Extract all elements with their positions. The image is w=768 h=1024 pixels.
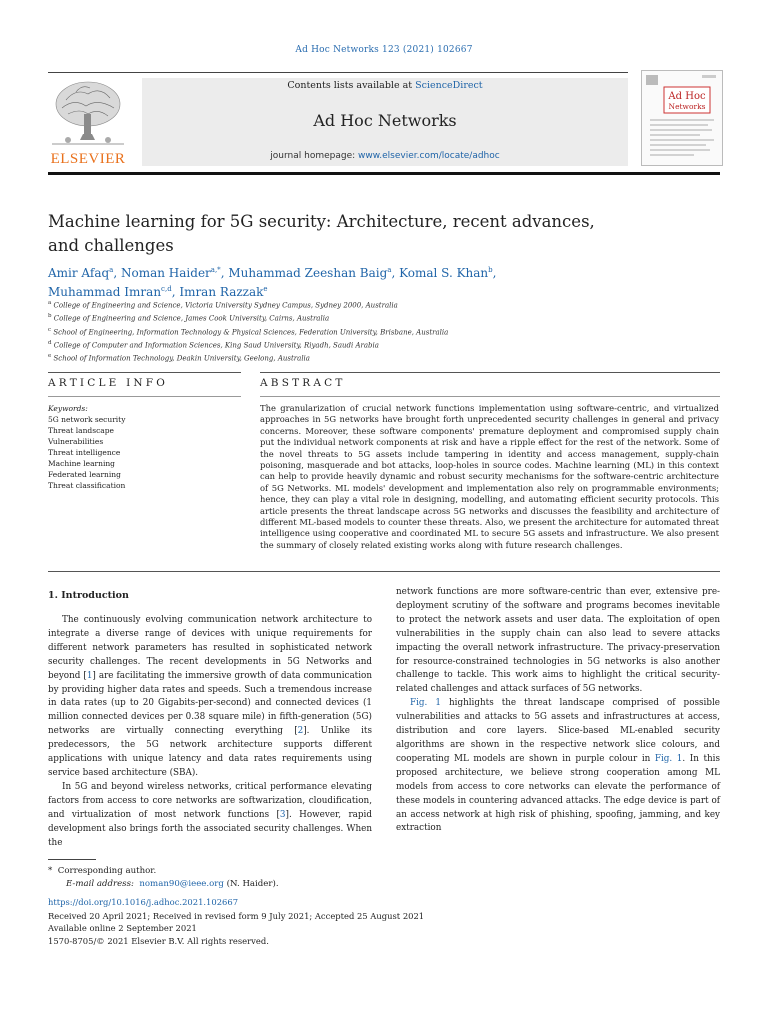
publisher-wordmark: ELSEVIER xyxy=(50,151,126,167)
affiliation-item xyxy=(48,325,688,338)
sciencedirect-link[interactable]: ScienceDirect xyxy=(415,80,483,91)
figure-1-link-2[interactable]: Fig. 1 xyxy=(654,753,683,764)
journal-reference-link[interactable]: Ad Hoc Networks 123 (2021) 102667 xyxy=(295,45,473,55)
affiliation-text: College of Engineering and Science, James Cook University, Cairns, Australia xyxy=(53,314,330,323)
cover-title-line-1: Ad Hoc xyxy=(668,91,706,102)
received-dates: Received 20 April 2021; Received in revised form 9 July 2021; Accepted 25 August 2021 xyxy=(48,911,425,921)
header-top-rule xyxy=(48,72,628,73)
author-affiliation-mark[interactable]: e xyxy=(263,285,268,293)
intro-paragraph-2: In 5G and beyond wireless networks, critical performance elevating factors from access to core networks are softwarization, cloudification, and virtualization of most network functions [3]. However, rapid development also brings forth the associated security challenges. When the xyxy=(48,781,372,848)
doi-link[interactable]: https://doi.org/10.1016/j.adhoc.2021.102667 xyxy=(48,897,239,907)
contents-line xyxy=(142,80,628,91)
author-affiliation-mark[interactable]: a xyxy=(387,266,392,274)
corresponding-line xyxy=(48,865,448,878)
asterisk-mark: * xyxy=(48,866,53,876)
article-info-divider xyxy=(48,396,241,397)
body-column-left xyxy=(48,614,372,850)
citation-link-2[interactable]: 2 xyxy=(297,726,304,737)
author-name[interactable]: Komal S. Khan xyxy=(399,266,489,280)
body-column-right xyxy=(396,586,720,836)
homepage-line xyxy=(142,151,628,161)
author-name[interactable]: Muhammad Zeeshan Baig xyxy=(228,266,388,280)
footnote-rule xyxy=(48,859,96,860)
author-name[interactable]: Muhammad Imran xyxy=(48,285,162,299)
paper-title: Machine learning for 5G security: Architecture, recent advances, and challenges xyxy=(48,212,595,255)
abstract-bottom-rule xyxy=(48,571,720,572)
keywords-block xyxy=(48,403,238,491)
affiliation-mark: c xyxy=(48,326,52,333)
keywords-label: Keywords: xyxy=(48,404,88,413)
abstract-text: The granularization of crucial network functions implementation using software-centric, and virtualized approaches in 5G networks have brought forth unprecedented security challenges in general and privacy concerns. Moreover, these software components' premature deployment and compromised supply chain put the individual network components at risk and have a ripple effect for the rest of the network. Some of the novel threats to 5G assets include tampering in identity and access management, supply-chain poisoning, masquerade and bot attacks, loop-holes in source codes. Machine learning (ML) in this context can help to provide heavily dynamic and robust security mechanisms for the software-centric architecture of 5G Networks. ML models' development and implementation also rely on programmable environments; hence, they can play a vital role in designing, modelling, and automating efficient security protocols. This article presents the threat landscape across 5G networks and discusses the feasibility and architecture of different ML-based models to counter these threats. Also, we present the architecture for automated threat intelligence using cooperative and coordinated ML to secure 5G assets and infrastructure. We also present the summary of closely related existing works along with future research challenges. xyxy=(260,403,719,550)
author-separator: , xyxy=(220,266,229,280)
intro-paragraph-1: The continuously evolving communication network architecture to integrate a diverse range of devices with unique requirements for different network parameters has resulted in sophisticated network security challenges. The recent developments in 5G Networks and beyond [1] are facilitating the immersive growth of data communication by providing higher data rates and speeds. Such a tremendous increase in data rates (up to 20 Gigabits-per-second) and connected devices (1 million connected devices per 0.38 square mile) in fifth-generation (5G) networks are virtually connecting everything [2]. Unlike its predecessors, the 5G network architecture supports different applications with unique latency and data rates requirements using service based architecture (SBA). xyxy=(48,615,372,778)
affiliation-text: College of Engineering and Science, Victoria University Sydney Campus, Sydney 2000, Australia xyxy=(53,301,398,310)
author-separator: , xyxy=(171,285,180,299)
author-affiliation-mark[interactable]: a,* xyxy=(210,266,221,274)
citation-link-3[interactable]: 3 xyxy=(279,809,286,820)
affiliation-text: School of Engineering, Information Technology & Physical Sciences, Federation University, Brisbane, Australia xyxy=(53,327,449,336)
abstract-divider xyxy=(260,396,720,397)
author-name[interactable]: Imran Razzak xyxy=(179,285,264,299)
affiliation-text: College of Computer and Information Sciences, King Saud University, Riyadh, Saudi Arabia xyxy=(53,341,379,350)
affiliation-item xyxy=(48,338,688,351)
abstract-heading: ABSTRACT xyxy=(260,377,346,389)
email-label: E-mail address: xyxy=(66,878,134,889)
affiliation-mark: b xyxy=(48,313,52,320)
author-list xyxy=(48,262,668,300)
journal-homepage-link[interactable]: www.elsevier.com/locate/adhoc xyxy=(358,151,500,161)
affiliation-item xyxy=(48,351,688,364)
figure-1-link[interactable]: Fig. 1 xyxy=(410,698,441,709)
affiliation-item xyxy=(48,298,688,311)
journal-cover-thumbnail[interactable] xyxy=(641,70,723,166)
corresponding-author-footnote xyxy=(48,865,448,890)
affiliation-mark: e xyxy=(48,353,52,360)
citation-link-1[interactable]: 1 xyxy=(86,670,93,681)
keyword-item: Vulnerabilities xyxy=(48,437,104,446)
affiliation-text: School of Information Technology, Deakin University, Geelong, Australia xyxy=(53,354,310,363)
author-affiliation-mark[interactable]: a xyxy=(109,266,114,274)
available-online-date: Available online 2 September 2021 xyxy=(48,923,197,933)
keyword-item: Machine learning xyxy=(48,459,115,468)
author-name[interactable]: Amir Afaq xyxy=(48,266,110,280)
journal-title: Ad Hoc Networks xyxy=(313,111,457,130)
copyright-line: 1570-8705/© 2021 Elsevier B.V. All rights reserved. xyxy=(48,936,269,946)
contents-prefix: Contents lists available at xyxy=(287,80,416,91)
email-link[interactable]: noman90@ieee.org xyxy=(139,878,224,889)
abstract-top-rule xyxy=(260,372,720,373)
homepage-prefix: journal homepage: xyxy=(270,151,359,161)
author-name[interactable]: Noman Haider xyxy=(121,266,211,280)
keyword-list xyxy=(48,414,238,491)
article-info-top-rule xyxy=(48,372,241,373)
author-separator: , xyxy=(492,266,497,280)
keyword-item: Threat landscape xyxy=(48,426,114,435)
corresponding-label: Corresponding author. xyxy=(57,866,157,876)
keyword-item: Threat intelligence xyxy=(48,448,121,457)
keyword-item: 5G network security xyxy=(48,415,126,424)
affiliation-mark: a xyxy=(48,300,52,306)
section-heading-introduction: 1. Introduction xyxy=(48,590,129,601)
affiliation-list xyxy=(48,298,688,365)
intro-paragraph-3: Fig. 1 highlights the threat landscape comprised of possible vulnerabilities and attacks to 5G assets and infrastructures at access, distribution and core layers. Slice-based ML-enabled security algorithms are shown in the respective network slice colours, and cooperating ML models are shown in purple colour in Fig. 1. In this proposed architecture, we believe strong cooperation among ML models from access to core networks can elevate the performance of these models in countering advanced attacks. The edge device is part of an access network at high risk of phishing, spoofing, jamming, and key extraction xyxy=(396,698,720,834)
header-thick-rule xyxy=(48,172,720,175)
author-separator: , xyxy=(391,266,400,280)
author-separator: , xyxy=(113,266,121,280)
keyword-item: Federated learning xyxy=(48,470,121,479)
article-info-heading: ARTICLE INFO xyxy=(48,377,169,389)
cover-title-line-2: Networks xyxy=(668,102,706,111)
email-line xyxy=(48,878,448,891)
author-affiliation-mark[interactable]: c,d xyxy=(161,285,172,293)
affiliation-mark: d xyxy=(48,339,52,346)
affiliation-item xyxy=(48,311,688,324)
author-affiliation-mark[interactable]: b xyxy=(488,266,493,274)
keyword-item: Threat classification xyxy=(48,481,126,490)
email-suffix: (N. Haider). xyxy=(223,878,279,889)
intro-paragraph-continued: network functions are more software-centric than ever, extensive pre-deployment scrutiny of the software and programs becomes inevitable to protect the network assets and user data. The exploitation of open vulnerabilities in the supply chain can also lead to severe attacks impacting the overall network infrastructure. The privacy-preservation for resource-constrained technologies in 5G networks is also another challenge to tackle. This work aims to highlight the critical security-related challenges and attack surfaces of 5G networks. xyxy=(396,587,720,695)
